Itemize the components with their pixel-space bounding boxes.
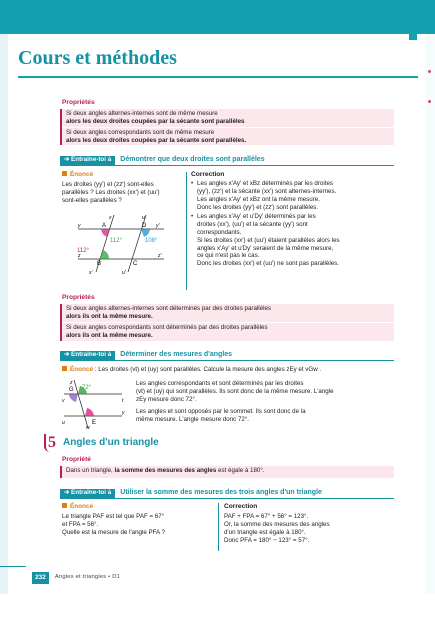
correction-item [191, 180, 396, 212]
property-box [60, 466, 394, 478]
enonce-line: parallèles ? Les droites (xx′) et (uu′) [62, 188, 160, 196]
point-label: C [133, 261, 138, 267]
point-label: D [142, 223, 147, 229]
enonce-line: : Les droites (vt) et (uy) sont parallèles. Calcule la mesure des angles zEy et vGw . [94, 366, 322, 373]
line-label: z′ [158, 253, 162, 259]
enonce-label: Énoncé [70, 503, 94, 510]
property-line: Si deux angles alternes-internes sont déterminés par des droites parallèles [66, 305, 271, 312]
section-title: Angles d'un triangle [63, 436, 159, 448]
property-text-bold: la somme des mesures des angles [114, 467, 217, 474]
correction-line: Les angles correspondants et sont déterminés par les droites [136, 380, 304, 387]
correction-line: même mesure. L'angle mesure donc 72°. [136, 415, 250, 423]
correction-line: (yy′), (zz′) et la sécante (xx′) sont alternes-internes. [197, 187, 337, 195]
property-text: Dans un triangle, [66, 467, 115, 474]
enonce-heading [62, 171, 93, 179]
angle-A-arc [101, 229, 110, 237]
point-label: G [69, 387, 74, 393]
correction-line: Donc les droites (yy′) et (zz′) sont parallèles. [197, 203, 318, 211]
exercise-title: Déterminer des mesures d'angles [120, 351, 233, 359]
section-number: 5 [44, 434, 60, 452]
enonce-line: Les droites (yy′) et (zz′) sont-elles [62, 181, 154, 188]
correction-line: ce qui n'est pas le cas. [197, 252, 260, 260]
exercise-header [60, 351, 394, 361]
enonce-text [62, 181, 160, 205]
line-label: u [62, 420, 65, 426]
line-label: v [62, 398, 65, 404]
exercise-tag-label: Entraîne-toi à [71, 351, 112, 359]
exercise-title: Démontrer que deux droites sont parallèles [120, 156, 265, 164]
line-label: z [78, 253, 81, 259]
angle-E-arc [85, 408, 94, 416]
correction-line: d'un triangle est égale à 180°. [224, 528, 306, 536]
column-divider [218, 503, 219, 551]
property-heading: Propriété [62, 456, 91, 463]
line-label: z [70, 380, 73, 386]
enonce-label: Énoncé [70, 171, 94, 178]
correction-line: correspondants. [197, 228, 242, 236]
exercise-tag-label: Entraîne-toi à [71, 489, 112, 497]
parallel-lines-figure [76, 212, 166, 276]
column-divider [186, 172, 187, 290]
top-tab-mark [409, 34, 417, 40]
correction-text [136, 380, 398, 424]
point-label: A [102, 223, 107, 229]
property-line: alors les deux droites coupées par la sécante sont parallèles [66, 117, 245, 125]
correction-line: • Les angles x′Ay′ et u′Dy′ déterminés par les [197, 212, 316, 220]
correction-line: zEy mesure donc 72°. [136, 395, 197, 403]
exercise-header [60, 156, 394, 166]
correction-item [191, 213, 396, 269]
properties-heading: Propriétés [62, 99, 95, 106]
properties-box [60, 304, 394, 341]
left-margin-band [0, 34, 8, 594]
angle-label: 72° [82, 385, 92, 391]
enonce-text [62, 366, 402, 374]
property-line: alors ils ont la même mesure. [66, 331, 153, 339]
square-bullet-icon [62, 171, 67, 176]
properties-heading: Propriétés [62, 294, 95, 301]
margin-dot [428, 100, 431, 103]
angle-label: 112° [110, 238, 122, 244]
correction-line: angles x′Ay′ et u′Dy′ seraient de la même mesure, [197, 244, 334, 252]
property-line: alors ils ont la même mesure. [66, 312, 153, 320]
section-heading [44, 434, 159, 452]
correction-line: (vt) et (uy) qui sont parallèles. Ils sont donc de la même mesure. L'angle [136, 387, 334, 395]
correction-line: Les angles x′Ay′ et xBz ont la même mesure. [197, 195, 320, 203]
angle-label: 108° [145, 238, 158, 244]
margin-dot [428, 70, 431, 73]
square-bullet-icon [62, 503, 67, 508]
correction-line: Les angles et sont opposés par le sommet. Ils sont donc de la [136, 407, 306, 415]
exercise-title: Utiliser la somme des mesures des trois angles d'un triangle [120, 489, 322, 497]
exercise-tag: ➔ Entraîne-toi à [60, 489, 115, 499]
correction-line: Donc les droites (xx′) et (uu′) ne sont pas parallèles. [197, 260, 339, 268]
line-label: w [86, 425, 90, 430]
correction-text [224, 513, 330, 545]
correction-line: Or, la somme des mesures des angles [224, 520, 330, 528]
property-line: Si deux angles correspondants sont déterminés par des droites parallèles [66, 323, 268, 331]
enonce-text [62, 513, 165, 537]
correction-line: Donc PFA = 180° − 123° = 57°. [224, 536, 310, 544]
page-number: 232 [32, 572, 49, 584]
enonce-heading [62, 503, 93, 511]
square-bullet-icon [62, 366, 67, 371]
correction-heading: Correction [224, 503, 258, 510]
angles-figure [60, 378, 130, 430]
enonce-line: Le triangle PAF est tel que PAF = 67° [62, 513, 165, 520]
properties-box [60, 109, 394, 145]
line-label: x′ [89, 270, 93, 276]
enonce-line: et FPA = 56°. [62, 520, 99, 528]
enonce-heading [62, 366, 93, 373]
line-label: y [78, 223, 81, 229]
exercise-header [60, 489, 394, 499]
right-margin-band [425, 34, 435, 594]
angle-D-arc [141, 229, 150, 237]
line-label: u [142, 215, 145, 221]
angle-label: 112° [77, 248, 89, 254]
enonce-line: Quelle est la mesure de l'angle PFA ? [62, 528, 165, 536]
correction-line: droites (xx′), (uu′) et la sécante (yy′) sont [197, 220, 308, 228]
property-line: Si deux angles alternes-internes sont de même mesure [66, 110, 218, 117]
line-label: x [109, 215, 112, 221]
exercise-tag: ➔ Entraîne-toi à [60, 351, 115, 361]
line-label: y′ [156, 223, 160, 229]
enonce-line: sont-elles parallèles ? [62, 196, 122, 204]
point-label: B [97, 261, 102, 267]
angle-vGw-arc [69, 394, 78, 402]
point-label: E [92, 420, 97, 426]
page-title: Cours et méthodes [18, 47, 177, 69]
exercise-tag-label: Entraîne-toi à [71, 156, 112, 164]
top-banner [0, 0, 435, 34]
line-label: t [122, 398, 124, 404]
footer [32, 572, 120, 584]
property-line: alors les deux droites coupées par la sécante sont parallèles. [66, 136, 247, 144]
title-rule [18, 76, 418, 78]
property-text: est égale à 180°. [216, 467, 265, 474]
footer-text: Angles et triangles • D1 [54, 574, 121, 581]
exercise-tag: ➔ Entraîne-toi à [60, 156, 115, 166]
correction-line: • Les angles x′Ay′ et xBz déterminés par les droites [197, 180, 333, 187]
footer-rule [0, 566, 26, 567]
line-label: y [122, 410, 125, 416]
correction-heading: Correction [191, 171, 225, 178]
enonce-label: Énoncé [70, 366, 94, 373]
property-line: Si deux angles correspondants sont de même mesure [66, 128, 215, 136]
correction-line: Si les droites (xx′) et (uu′) étaient parallèles alors les [197, 236, 340, 244]
line-label: u′ [122, 270, 126, 276]
correction-line: PAF + FPA = 67° + 56° = 123°. [224, 513, 309, 520]
correction-list [191, 180, 396, 269]
